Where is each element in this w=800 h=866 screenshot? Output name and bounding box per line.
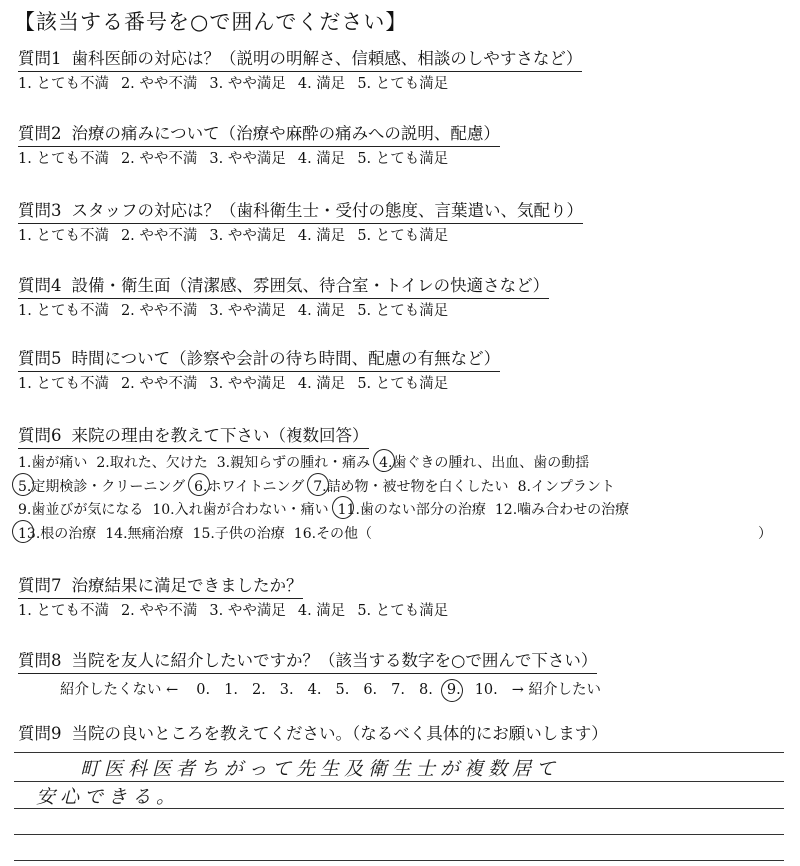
q7-options [18, 601, 788, 622]
selected-option[interactable]: 7.詰め物・被せ物を白くしたい [313, 479, 508, 495]
selected-option[interactable]: 6.ホワイトニング [194, 479, 304, 495]
selected-option[interactable]: 5.定期検診・クリーニング [18, 479, 185, 495]
question-heading: 質問2 治療の痛みについて（治療や麻酔の痛みへの説明、配慮） [18, 123, 500, 147]
scale-value[interactable]: 8. [419, 682, 433, 698]
question-3 [18, 200, 788, 247]
answer-option[interactable]: 2. やや不満 [120, 603, 198, 619]
selected-option[interactable]: 4. 満足 [297, 76, 346, 92]
q6-row [18, 499, 788, 523]
answer-options [18, 74, 788, 95]
answer-option[interactable]: 4. 満足 [297, 376, 346, 392]
answer-line [14, 752, 784, 753]
selected-option[interactable]: 3. やや満足 [209, 151, 286, 167]
answer-option[interactable]: 15.子供の治療 [192, 525, 285, 542]
q6-row [18, 452, 788, 476]
scale-value[interactable]: 10. [474, 682, 498, 698]
answer-line [14, 860, 784, 861]
other-close-paren: ） [758, 525, 772, 542]
answer-option[interactable]: 4. 満足 [297, 151, 346, 167]
selected-option[interactable]: 3. やや満足 [209, 376, 286, 392]
q6-options [18, 452, 788, 546]
selected-option[interactable]: 3. やや満足 [209, 303, 286, 319]
answer-option[interactable]: 12.噛み合わせの治療 [494, 502, 630, 518]
selected-option[interactable]: 4. 満足 [297, 228, 346, 244]
answer-option[interactable]: 5. とても満足 [357, 228, 449, 244]
answer-option[interactable]: 4. 満足 [297, 603, 346, 619]
answer-option[interactable]: 1.歯が痛い [18, 455, 88, 471]
question-heading: 質問7 治療結果に満足できましたか？ [18, 575, 303, 599]
answer-option[interactable]: 14.無痛治療 [105, 525, 184, 542]
answer-options [18, 301, 788, 322]
answer-option[interactable]: 4. 満足 [297, 303, 346, 319]
answer-option[interactable]: 5. とても満足 [357, 303, 449, 319]
scale-value[interactable]: 7. [391, 682, 406, 698]
question-heading: 質問1 歯科医師の対応は？（説明の明解さ、信頼感、相談のしやすさなど） [18, 48, 582, 72]
answer-option[interactable]: 1. とても不満 [18, 76, 109, 92]
selected-option[interactable]: 11.歯のない部分の治療 [338, 502, 486, 518]
answer-option[interactable]: 5. とても満足 [357, 376, 449, 392]
question-heading: 質問8 当院を友人に紹介したいですか？（該当する数字を○で囲んで下さい） [18, 650, 597, 674]
answer-option[interactable]: 2. やや不満 [120, 376, 198, 392]
answer-options [18, 374, 788, 395]
answer-option[interactable]: 3. やや満足 [209, 228, 286, 244]
answer-option[interactable]: 2. やや不満 [120, 303, 198, 319]
handwritten-answer-line-1: 町医科医者ちがって先生及衛生士が複数居て [80, 758, 561, 780]
answer-option[interactable]: 3.親知らずの腫れ・痛み [216, 455, 371, 471]
question-7 [18, 575, 788, 622]
question-6 [18, 425, 788, 546]
question-1 [18, 48, 788, 95]
answer-option[interactable]: 8.インプラント [517, 478, 615, 495]
selected-scale-value[interactable]: 9. [446, 682, 461, 698]
answer-option[interactable]: 9.歯並びが気になる [18, 502, 144, 518]
answer-option[interactable]: 1. とても不満 [18, 376, 109, 392]
selected-option[interactable]: 4.歯ぐきの腫れ、出血、歯の動揺 [379, 455, 589, 471]
handwritten-answer-line-2: 安心できる。 [36, 786, 181, 808]
question-8 [18, 650, 788, 699]
answer-option[interactable]: 1. とても不満 [18, 228, 109, 244]
answer-option[interactable]: 1. とても不満 [18, 151, 109, 167]
q6-row [18, 523, 788, 547]
scale-value[interactable]: 1. [224, 682, 238, 698]
answer-option[interactable]: 5. とても満足 [357, 151, 449, 167]
scale-left-label: 紹介したくない ← [60, 682, 179, 698]
question-4 [18, 275, 788, 322]
scale-value[interactable]: 3. [279, 682, 294, 698]
question-2 [18, 123, 788, 170]
selected-option[interactable]: 13.根の治療 [18, 526, 96, 542]
scale-right-label: → 紹介したい [511, 682, 602, 698]
answer-options [18, 149, 788, 170]
answer-option[interactable]: 5. とても満足 [357, 603, 449, 619]
answer-line [14, 834, 784, 835]
answer-option[interactable]: 2. やや不満 [120, 151, 198, 167]
answer-option[interactable]: 1. とても不満 [18, 603, 109, 619]
answer-option[interactable]: 2. やや不満 [120, 76, 198, 92]
question-heading: 質問6 来院の理由を教えて下さい（複数回答） [18, 425, 369, 449]
question-heading: 質問5 時間について（診察や会計の待ち時間、配慮の有無など） [18, 348, 500, 372]
question-heading: 質問4 設備・衛生面（清潔感、雰囲気、待合室・トイレの快適さなど） [18, 275, 549, 299]
question-heading: 質問9 当院の良いところを教えてください。（なるべく具体的にお願いします） [18, 724, 608, 743]
question-heading: 質問3 スタッフの対応は？（歯科衛生士・受付の態度、言葉遣い、気配り） [18, 200, 583, 224]
answer-option[interactable]: 2. やや不満 [120, 228, 198, 244]
scale-value[interactable]: 4. [307, 682, 322, 698]
q6-row [18, 476, 788, 500]
q8-scale [18, 678, 788, 699]
answer-option[interactable]: 16.その他（ [293, 525, 373, 542]
page-title: 【該当する番号を○で囲んでください】 [14, 10, 408, 34]
answer-option[interactable]: 3. やや満足 [209, 76, 286, 92]
answer-option[interactable]: 1. とても不満 [18, 303, 109, 319]
scale-value[interactable]: 6. [363, 682, 378, 698]
answer-option[interactable]: 10.入れ歯が合わない・痛い [152, 502, 329, 518]
scale-value[interactable]: 2. [251, 682, 266, 698]
scale-value[interactable]: 5. [335, 682, 350, 698]
scale-value[interactable]: 0. [196, 682, 211, 698]
answer-option[interactable]: 2.取れた、欠けた [96, 455, 208, 471]
answer-option[interactable]: 5. とても満足 [357, 76, 449, 92]
answer-options [18, 226, 788, 247]
question-9 [18, 723, 788, 746]
selected-option[interactable]: 3. やや満足 [209, 603, 286, 619]
question-5 [18, 348, 788, 395]
